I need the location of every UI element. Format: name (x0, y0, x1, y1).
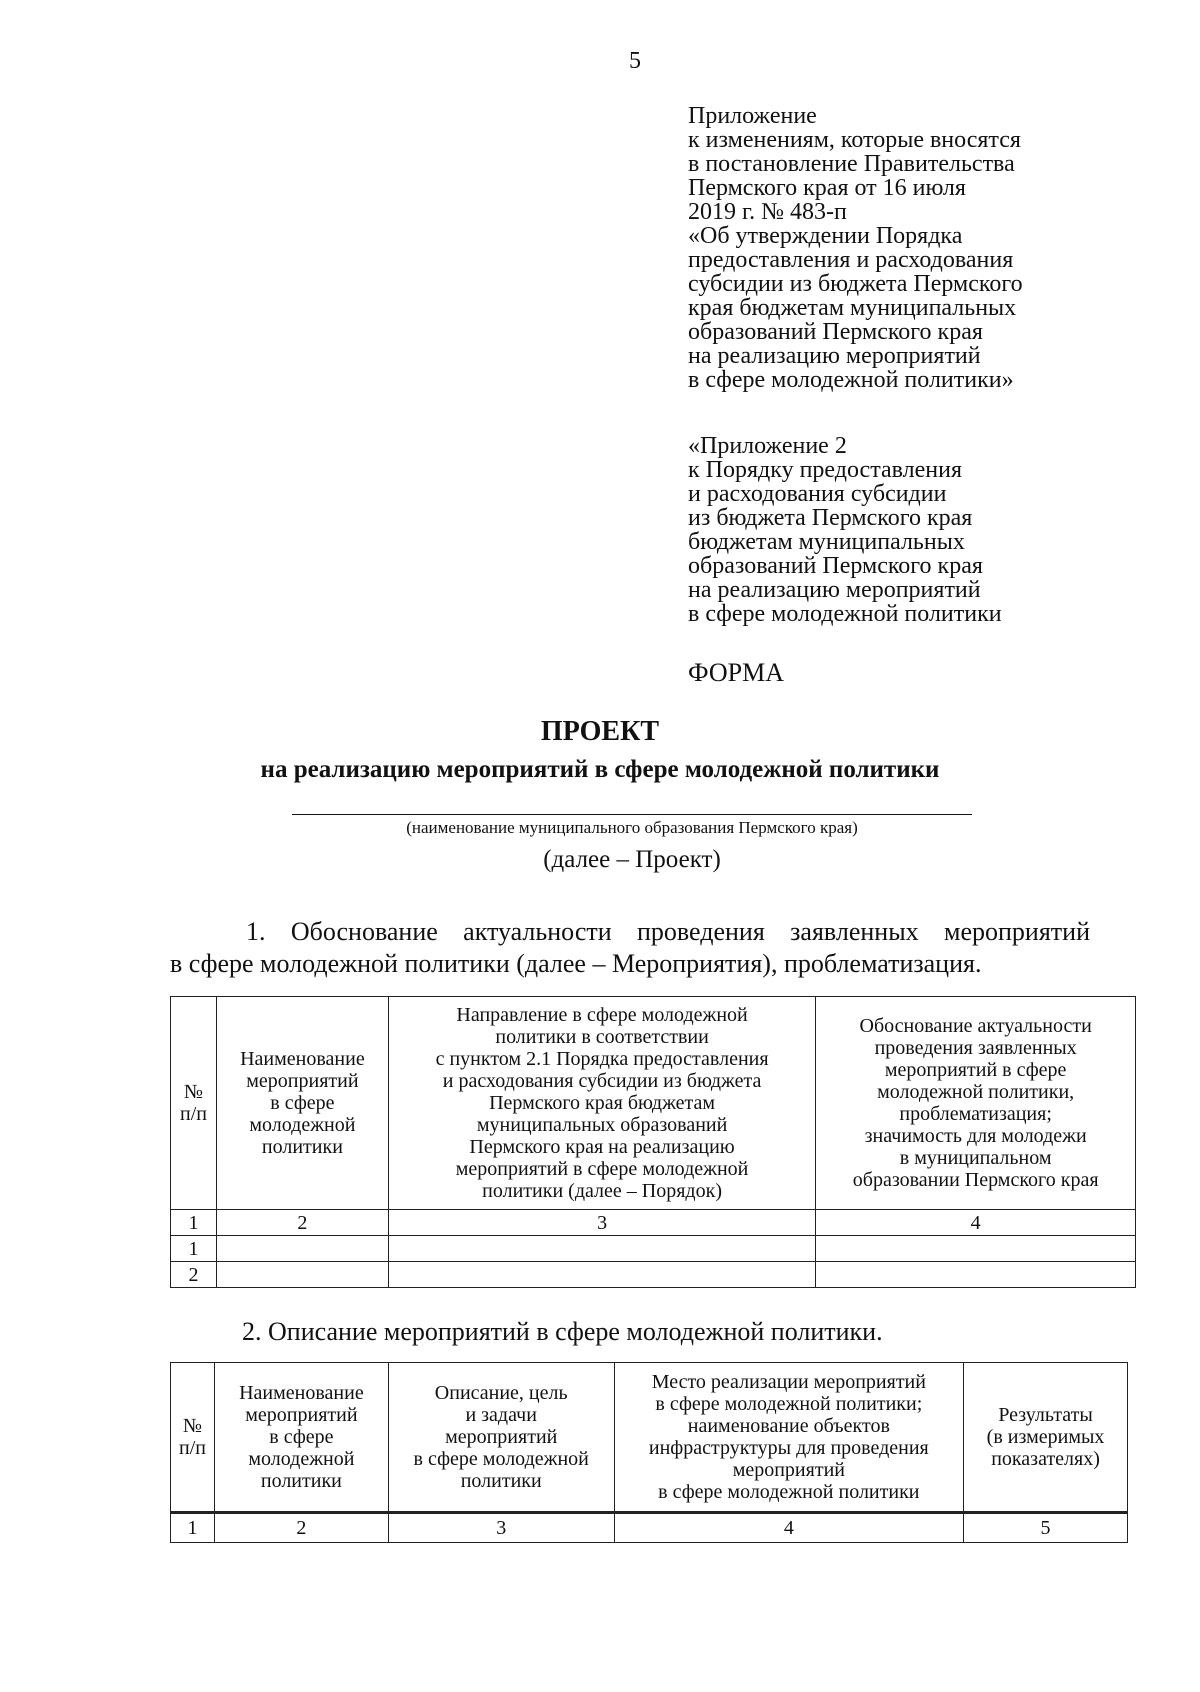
appendix-line: предоставления и расходования (688, 247, 1014, 273)
appendix2-line: к Порядку предоставления (688, 457, 963, 483)
appendix2-line: образований Пермского края (688, 553, 983, 579)
blank-fill-line (292, 814, 972, 815)
section-1-heading (170, 916, 1090, 980)
table-cell (216, 1236, 388, 1262)
appendix-line: в постановление Правительства (688, 151, 1015, 177)
table-cell: 2 (214, 1513, 388, 1543)
table-cell (216, 1262, 388, 1288)
table-cell: 3 (388, 1513, 614, 1543)
table-cell: 2 (216, 1210, 388, 1236)
section-1-line: 1. Обоснование актуальности проведения заявленных мероприятий (246, 917, 1090, 946)
appendix-block (688, 104, 1158, 626)
appendix-line: края бюджетам муниципальных (688, 295, 1017, 321)
table-header-cell: № п/п (171, 997, 217, 1210)
table-header-cell: Наименование мероприятий в сфере молодежной политики (214, 1363, 388, 1513)
table-cell: 2 (171, 1262, 217, 1288)
appendix2-line: бюджетам муниципальных (688, 529, 965, 555)
appendix-line: субсидии из бюджета Пермского (688, 271, 1023, 297)
table-row (171, 1210, 1136, 1236)
table-row (171, 1236, 1136, 1262)
appendix-line: 2019 г. № 483-п (688, 199, 847, 225)
appendix-line: на реализацию мероприятий (688, 343, 981, 369)
section-1-line: в сфере молодежной политики (далее – Мероприятия), проблематизация. (170, 949, 982, 978)
appendix2-line: на реализацию мероприятий (688, 577, 981, 603)
appendix2-line: из бюджета Пермского края (688, 505, 973, 531)
table-cell: 4 (614, 1513, 964, 1543)
table-header-cell: Описание, цель и задачи мероприятий в сфере молодежной политики (388, 1363, 614, 1513)
appendix-line: к изменениям, которые вносятся (688, 127, 1021, 153)
table-header-cell: Обоснование актуальности проведения заявленных мероприятий в сфере молодежной политики, проблематизация; значимость для молодежи в муниципальном образовании Пермского края (816, 997, 1136, 1210)
page-number: 5 (629, 48, 641, 74)
appendix2-line: в сфере молодежной политики (688, 601, 1002, 627)
appendix2-line: и расходования субсидии (688, 481, 947, 507)
table-cell (388, 1236, 815, 1262)
table-header-cell: Место реализации мероприятий в сфере молодежной политики; наименование объектов инфраструктуры для проведения мероприятий в сфере молодежной политики (614, 1363, 964, 1513)
table-header-cell: Наименование мероприятий в сфере молодежной политики (216, 997, 388, 1210)
table-cell: 3 (388, 1210, 815, 1236)
justification-table (170, 996, 1136, 1288)
table-row (171, 1262, 1136, 1288)
document-subtitle: на реализацию мероприятий в сфере молодежной политики (260, 756, 940, 783)
further-label: (далее – Проект) (543, 846, 721, 873)
table-cell: 1 (171, 1236, 217, 1262)
appendix-line: «Об утверждении Порядка (688, 223, 963, 249)
table-header-cell: № п/п (171, 1363, 215, 1513)
appendix2-line: «Приложение 2 (688, 433, 847, 459)
table-cell: 4 (816, 1210, 1136, 1236)
document-title: ПРОЕКТ (540, 716, 660, 747)
table-header-cell: Результаты (в измеримых показателях) (964, 1363, 1128, 1513)
table-cell: 1 (171, 1513, 215, 1543)
appendix-line: Пермского края от 16 июля (688, 175, 966, 201)
table-cell (388, 1262, 815, 1288)
table-cell (816, 1236, 1136, 1262)
appendix-line: в сфере молодежной политики» (688, 367, 1014, 393)
blank-caption: (наименование муниципального образования Пермского края) (406, 818, 858, 837)
activities-description-table (170, 1362, 1128, 1543)
section-2-line: 2. Описание мероприятий в сфере молодежной политики. (242, 1317, 883, 1346)
appendix-line: Приложение (688, 103, 817, 129)
form-label: ФОРМА (688, 658, 784, 687)
table-row (171, 1513, 1128, 1543)
table-header-row (171, 1363, 1128, 1513)
table-cell (816, 1262, 1136, 1288)
table-cell: 5 (964, 1513, 1128, 1543)
table-cell: 1 (171, 1210, 217, 1236)
section-2-heading (242, 1316, 1142, 1348)
table-header-row (171, 997, 1136, 1210)
appendix-line: образований Пермского края (688, 319, 983, 345)
table-header-cell: Направление в сфере молодежной политики в соответствии с пунктом 2.1 Порядка предоставления и расходования субсидии из бюджета Пермского края бюджетам муниципальных образований Пермского края на реализацию мероприятий в сфере молодежной политики (далее – Порядок) (388, 997, 815, 1210)
